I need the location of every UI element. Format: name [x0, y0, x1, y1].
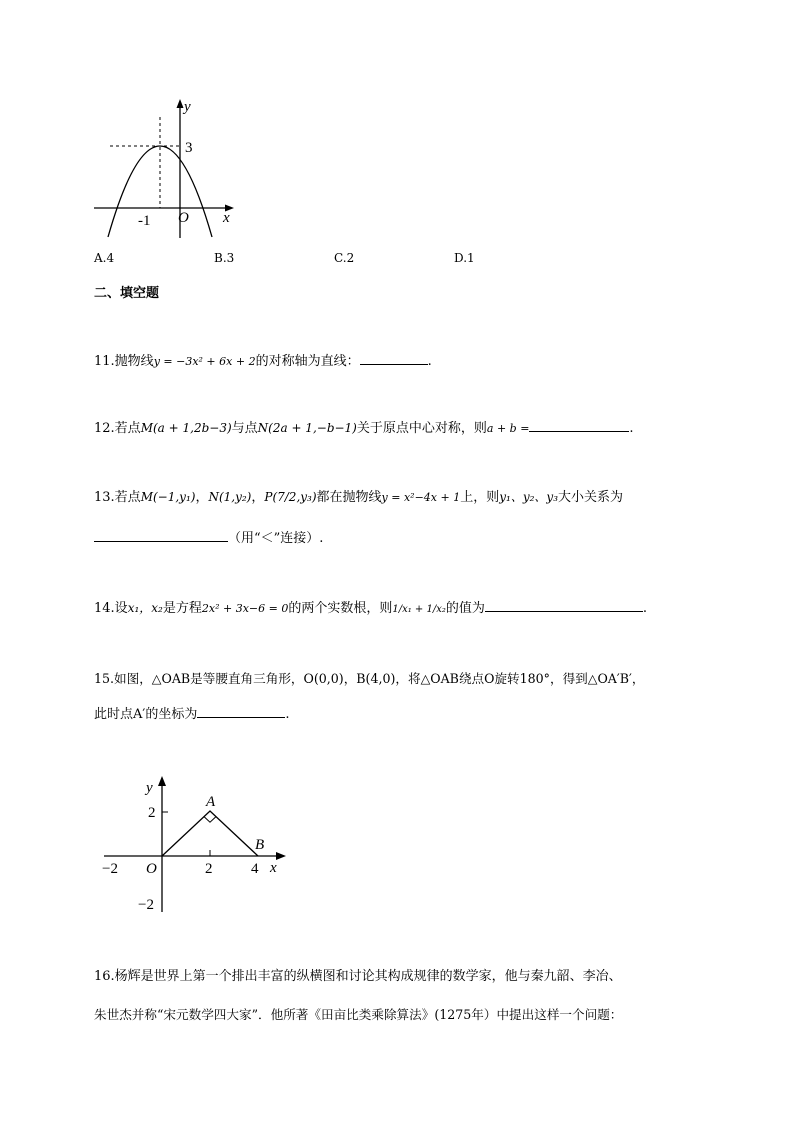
tick-label-x-neg2: −2 — [102, 861, 118, 877]
q11-answer-blank[interactable] — [360, 350, 428, 365]
tick-label-x-2: 2 — [205, 861, 213, 877]
q12-prefix: 12.若点 — [94, 421, 141, 436]
section-title: 二、填空题 — [94, 286, 160, 301]
q11-formula: y = −3x² + 6x + 2 — [153, 355, 256, 368]
tick-label-3: 3 — [185, 140, 193, 156]
axis-y-label: y — [184, 99, 191, 115]
q13-ys: y₁、y₂、y₃ — [499, 490, 559, 504]
axis-y-label: y — [146, 780, 153, 796]
q12-end: . — [629, 421, 634, 436]
y-axis-arrow — [158, 776, 166, 786]
question-12 — [94, 417, 634, 438]
q13-formula: y = x²−4x + 1 — [381, 491, 461, 504]
q13-line2: （用“＜”连接）. — [228, 531, 324, 546]
axis-x-label: x — [223, 210, 230, 226]
question-15-line2 — [94, 703, 289, 724]
q15-answer-blank[interactable] — [197, 703, 285, 718]
q12-expr: a + b = — [486, 422, 530, 435]
q12-mid: 与点 — [231, 421, 258, 436]
tick-label-y-neg2: −2 — [138, 897, 154, 913]
q14-mid: 是方程 — [162, 601, 202, 616]
right-angle-marker — [204, 817, 216, 823]
origin-label: O — [146, 861, 157, 877]
q14-roots: x₁，x₂ — [127, 601, 163, 615]
q11-prefix: 11.抛物线 — [94, 354, 154, 369]
tick-label-y-2: 2 — [148, 805, 156, 821]
tick-label-x-4: 4 — [251, 861, 259, 877]
q12-answer-blank[interactable] — [529, 417, 629, 432]
q12-point-n: N(2a + 1,−b−1) — [257, 421, 357, 435]
parabola-figure — [88, 95, 248, 245]
option-a: A.4 — [94, 251, 115, 265]
x-axis-arrow — [276, 852, 286, 860]
q14-end: 的值为 — [445, 601, 485, 616]
question-13: 13.若点M(−1,y₁)，N(1,y₂)，P(7/2,y₃)都在抛物线y = x²−4x + 1上，则y₁、y₂、y₃大小关系为 — [94, 490, 624, 505]
q12-suffix: 关于原点中心对称，则 — [356, 421, 487, 436]
q14-equation: 2x² + 3x−6 = 0 — [201, 602, 289, 615]
q15-end: . — [285, 707, 290, 722]
question-16-line2: 朱世杰并称“宋元数学四大家”．他所著《田亩比类乘除算法》(1275年）中提出这样一个问题： — [94, 1007, 623, 1022]
q13-mid: 都在抛物线 — [316, 490, 382, 505]
y-axis-arrow — [177, 99, 184, 108]
triangle-figure — [96, 770, 296, 920]
q13-suffix: 上，则 — [460, 490, 500, 505]
q13-end1: 大小关系为 — [558, 490, 624, 505]
question-16-line1: 16.杨辉是世界上第一个排出丰富的纵横图和讨论其构成规律的数学家，他与秦九韶、李冶、 — [94, 969, 622, 984]
triangle-oab — [162, 811, 258, 856]
point-a-label: A — [206, 794, 216, 810]
q14-period: . — [642, 601, 647, 616]
q14-prefix: 14.设 — [94, 601, 128, 616]
option-b: B.3 — [214, 251, 235, 265]
q13-prefix: 13.若点 — [94, 490, 141, 505]
q13-point-m: M(−1,y₁) — [140, 490, 196, 504]
point-b-label: B — [255, 837, 265, 853]
q14-answer-blank[interactable] — [485, 597, 643, 612]
question-14 — [94, 597, 647, 619]
q14-expr: 1/x₁ + 1/x₂ — [392, 604, 446, 615]
q13-point-p: P(7/2,y₃) — [264, 490, 317, 504]
origin-label: O — [178, 210, 189, 226]
q13-point-n: N(1,y₂) — [208, 490, 252, 504]
q13-answer-blank[interactable] — [94, 527, 228, 542]
question-15-line1: 15.如图，△OAB是等腰直角三角形，O(0,0)，B(4,0)，将△OAB绕点O旋转180°，得到△OA′B′， — [94, 671, 645, 686]
q14-suffix: 的两个实数根，则 — [288, 601, 393, 616]
option-c: C.2 — [334, 251, 355, 265]
axis-x-label: x — [270, 860, 277, 876]
q12-point-m: M(a + 1,2b−3) — [140, 421, 232, 435]
option-d: D.1 — [454, 251, 475, 265]
tick-label-neg1: -1 — [138, 213, 151, 229]
question-11 — [94, 350, 432, 371]
q11-suffix: 的对称轴为直线： — [255, 354, 360, 369]
q11-end: . — [427, 354, 432, 369]
q15-line2-prefix: 此时点A′的坐标为 — [94, 707, 198, 722]
question-13-line2 — [94, 527, 323, 548]
